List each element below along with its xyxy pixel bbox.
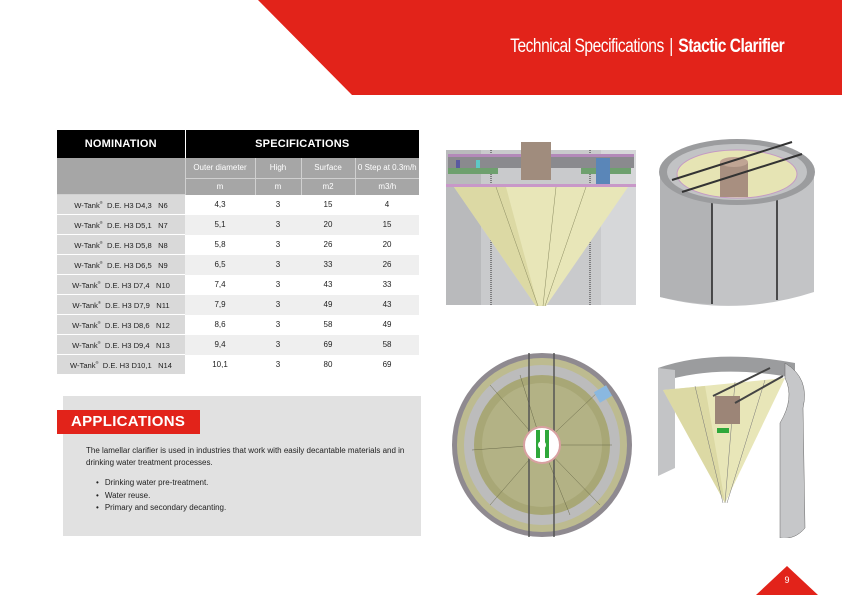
page-title	[510, 36, 784, 58]
nomination-cell: W-Tank® D.E. H3 D6,5 N9	[57, 255, 185, 275]
table-row	[57, 315, 419, 335]
cylinder-isometric-image	[652, 132, 822, 312]
table-row	[57, 355, 419, 375]
outer-diameter-value: 9,4	[185, 335, 255, 355]
table-group-header-row	[57, 130, 419, 158]
header-specifications: SPECIFICATIONS	[185, 130, 419, 158]
flow-value: 58	[355, 335, 419, 355]
cone-section-image	[446, 140, 636, 310]
flow-value: 69	[355, 355, 419, 375]
flow-value: 4	[355, 195, 419, 215]
col-outer-diameter: Outer diameter	[185, 158, 255, 178]
col-surface: Surface	[301, 158, 355, 178]
high-value: 3	[255, 335, 301, 355]
high-value: 3	[255, 215, 301, 235]
table-row	[57, 195, 419, 215]
col-high: High	[255, 158, 301, 178]
nomination-cell: W-Tank® D.E. H3 D5,1 N7	[57, 215, 185, 235]
outer-diameter-value: 8,6	[185, 315, 255, 335]
outer-diameter-value: 5,8	[185, 235, 255, 255]
flow-value: 20	[355, 235, 419, 255]
table-row	[57, 295, 419, 315]
high-value: 3	[255, 315, 301, 335]
header-blank	[57, 158, 185, 195]
page-number-badge	[756, 566, 818, 595]
list-item: • Water reuse.	[96, 490, 396, 503]
nomination-cell: W-Tank® D.E. H3 D7,4 N10	[57, 275, 185, 295]
table-row	[57, 215, 419, 235]
high-value: 3	[255, 295, 301, 315]
nomination-cell: W-Tank® D.E. H3 D7,9 N11	[57, 295, 185, 315]
nomination-cell: W-Tank® D.E. H3 D4,3 N6	[57, 195, 185, 215]
surface-value: 49	[301, 295, 355, 315]
table-row	[57, 335, 419, 355]
cutaway-isometric-image	[655, 348, 815, 538]
outer-diameter-value: 7,4	[185, 275, 255, 295]
high-value: 3	[255, 255, 301, 275]
nomination-cell: W-Tank® D.E. H3 D8,6 N12	[57, 315, 185, 335]
outer-diameter-value: 10,1	[185, 355, 255, 375]
unit-flow: m3/h	[355, 178, 419, 195]
title-separator: |	[669, 36, 673, 57]
table-column-header-row	[57, 158, 419, 178]
page-number: 9	[784, 575, 790, 585]
surface-value: 58	[301, 315, 355, 335]
surface-value: 20	[301, 215, 355, 235]
table-row	[57, 255, 419, 275]
flow-value: 15	[355, 215, 419, 235]
surface-value: 80	[301, 355, 355, 375]
title-light: Technical Specifications	[509, 36, 664, 57]
surface-value: 15	[301, 195, 355, 215]
header-banner	[0, 0, 842, 95]
outer-diameter-value: 4,3	[185, 195, 255, 215]
applications-title: APPLICATIONS	[57, 410, 200, 434]
specifications-table	[57, 130, 419, 375]
high-value: 3	[255, 275, 301, 295]
outer-diameter-value: 6,5	[185, 255, 255, 275]
applications-description: The lamellar clarifier is used in industries that work with easily decantable materials and in drinking water treatment processes.	[86, 446, 405, 467]
unit-surface: m2	[301, 178, 355, 195]
outer-diameter-value: 5,1	[185, 215, 255, 235]
nomination-cell: W-Tank® D.E. H3 D9,4 N13	[57, 335, 185, 355]
surface-value: 69	[301, 335, 355, 355]
flow-value: 43	[355, 295, 419, 315]
list-item: • Drinking water pre-treatment.	[96, 477, 396, 490]
nomination-cell: W-Tank® D.E. H3 D10,1 N14	[57, 355, 185, 375]
title-bold: Stactic Clarifier	[678, 36, 784, 57]
high-value: 3	[255, 355, 301, 375]
list-item: • Primary and secondary decanting.	[96, 502, 396, 515]
outer-diameter-value: 7,9	[185, 295, 255, 315]
high-value: 3	[255, 195, 301, 215]
header-nomination: NOMINATION	[57, 130, 185, 158]
surface-value: 43	[301, 275, 355, 295]
surface-value: 26	[301, 235, 355, 255]
unit-high: m	[255, 178, 301, 195]
unit-outer-diameter: m	[185, 178, 255, 195]
col-flow: 0 Step at 0.3m/h	[355, 158, 419, 178]
table-row	[57, 235, 419, 255]
applications-list	[96, 477, 396, 515]
table-row	[57, 275, 419, 295]
flow-value: 26	[355, 255, 419, 275]
nomination-cell: W-Tank® D.E. H3 D5,8 N8	[57, 235, 185, 255]
flow-value: 33	[355, 275, 419, 295]
surface-value: 33	[301, 255, 355, 275]
flow-value: 49	[355, 315, 419, 335]
top-plan-image	[450, 350, 635, 540]
high-value: 3	[255, 235, 301, 255]
